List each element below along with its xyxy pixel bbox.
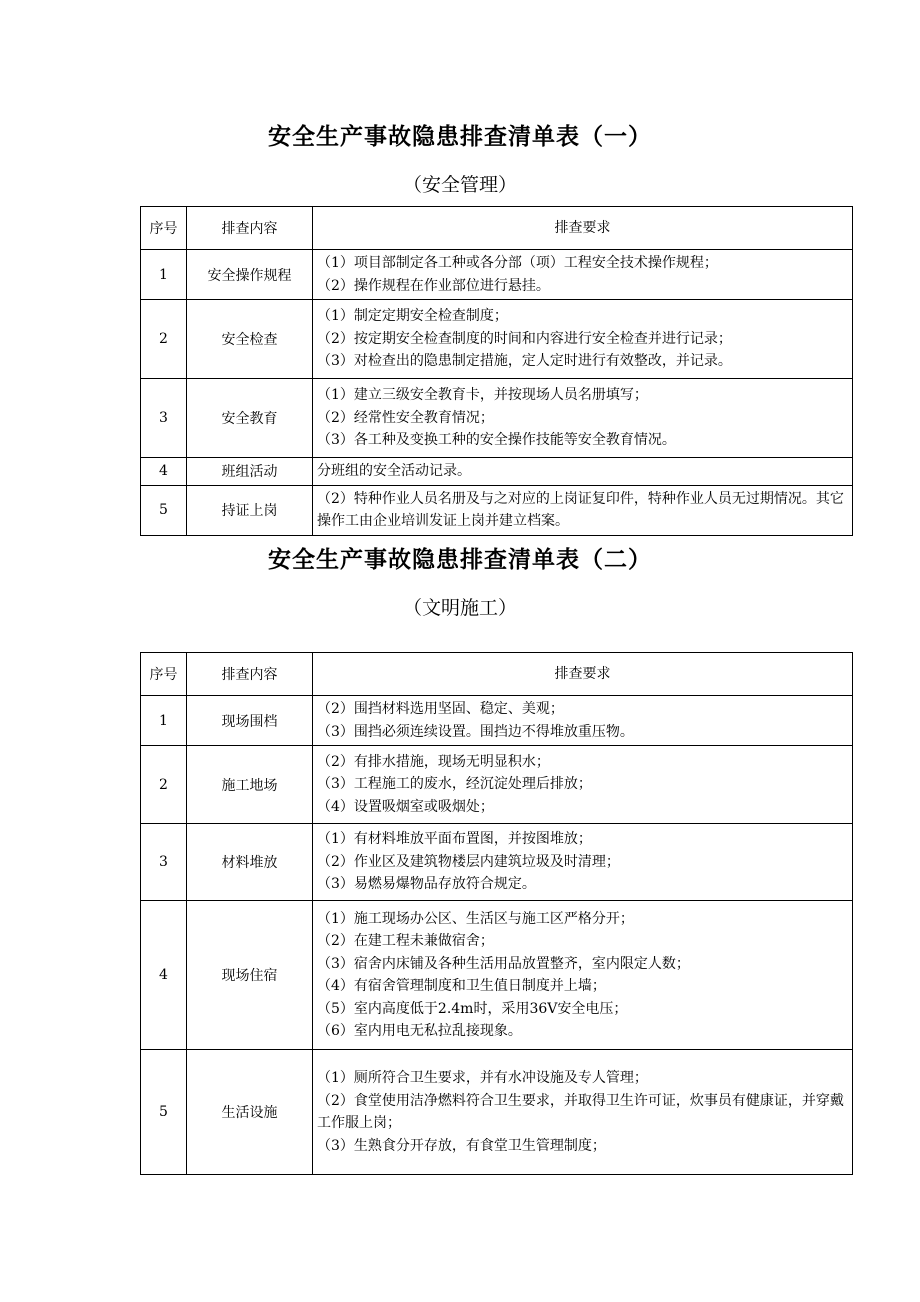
row-item: 安全操作规程 (187, 250, 313, 300)
table1-title: 安全生产事故隐患排查清单表（一） (268, 124, 652, 150)
req-line: （2）操作规程在作业部位进行悬挂。 (317, 277, 550, 294)
req-line: （4）有宿舍管理制度和卫生值日制度并上墙； (317, 978, 606, 994)
table-row (141, 696, 853, 746)
req-line: （1）施工现场办公区、生活区与施工区严格分开； (317, 910, 634, 927)
row-item: 安全检查 (187, 300, 313, 379)
row-no: 2 (141, 300, 187, 379)
req-line: （6）室内用电无私拉乱接现象。 (317, 1023, 522, 1039)
row-item: 班组活动 (187, 458, 313, 486)
row-item: 现场住宿 (187, 901, 313, 1050)
table-row (141, 458, 853, 486)
row-reqs (313, 696, 853, 746)
req-line: （2）特种作业人员名册及与之对应的上岗证复印件，特种作业人员无过期情况。其它操作工由企业培训发证上岗并建立档案。 (317, 490, 844, 529)
row-no: 1 (141, 696, 187, 746)
table-row (141, 824, 853, 901)
checklist-table-1 (140, 206, 853, 536)
table-row (141, 485, 853, 535)
header-no: 序号 (141, 653, 187, 696)
req-line: （3）生熟食分开存放，有食堂卫生管理制度； (317, 1137, 606, 1154)
table-row (141, 1050, 853, 1175)
header-req: 排查要求 (313, 207, 853, 250)
row-item: 材料堆放 (187, 824, 313, 901)
row-reqs (313, 379, 853, 458)
row-item: 现场围档 (187, 696, 313, 746)
table2-subtitle: （文明施工） (402, 597, 517, 619)
row-no: 5 (141, 1050, 187, 1175)
row-reqs (313, 458, 853, 486)
table-header-row (141, 653, 853, 696)
req-line: （3）对检查出的隐患制定措施，定人定时进行有效整改，并记录。 (317, 353, 732, 370)
row-no: 3 (141, 824, 187, 901)
row-no: 4 (141, 458, 187, 486)
table-row (141, 300, 853, 379)
header-item: 排查内容 (187, 653, 313, 696)
req-line: （1）项目部制定各工种或各分部（项）工程安全技术操作规程； (317, 255, 718, 271)
row-item: 生活设施 (187, 1050, 313, 1175)
req-line: （2）在建工程未兼做宿舍； (317, 933, 494, 949)
header-item: 排查内容 (187, 207, 313, 250)
req-line: （3）易燃易爆物品存放符合规定。 (317, 876, 536, 893)
req-line: （3）工程施工的废水，经沉淀处理后排放； (317, 776, 592, 793)
row-no: 4 (141, 901, 187, 1050)
table2-title: 安全生产事故隐患排查清单表（二） (268, 547, 652, 573)
row-reqs (313, 1050, 853, 1175)
req-line: 分班组的安全活动记录。 (317, 463, 471, 479)
req-line: （2）经常性安全教育情况； (317, 409, 494, 426)
req-line: （1）制定定期安全检查制度； (317, 308, 508, 325)
req-line: （4）设置吸烟室或吸烟处； (317, 798, 494, 815)
row-no: 3 (141, 379, 187, 458)
row-reqs (313, 746, 853, 824)
row-no: 1 (141, 250, 187, 300)
header-req: 排查要求 (313, 653, 853, 696)
req-line: （3）各工种及变换工种的安全操作技能等安全教育情况。 (317, 432, 676, 449)
table-row (141, 901, 853, 1050)
req-line: （3）围挡必须连续设置。围挡边不得堆放重压物。 (317, 723, 634, 740)
table-row (141, 250, 853, 300)
header-no: 序号 (141, 207, 187, 250)
req-line: （2）食堂使用洁净燃料符合卫生要求，并取得卫生许可证，炊事员有健康证，并穿戴工作服上岗； (317, 1092, 844, 1131)
row-item: 安全教育 (187, 379, 313, 458)
req-line: （3）宿舍内床铺及各种生活用品放置整齐，室内限定人数； (317, 955, 690, 972)
row-reqs (313, 485, 853, 535)
row-no: 5 (141, 485, 187, 535)
req-line: （2）有排水措施，现场无明显积水； (317, 753, 550, 770)
table1-subtitle: （安全管理） (402, 174, 517, 196)
req-line: （1）建立三级安全教育卡，并按现场人员名册填写； (317, 387, 648, 404)
req-line: （1）有材料堆放平面布置图，并按图堆放； (317, 831, 592, 848)
row-no: 2 (141, 746, 187, 824)
row-item: 持证上岗 (187, 485, 313, 535)
req-line: （1）厕所符合卫生要求，并有水冲设施及专人管理； (317, 1070, 648, 1086)
table-row (141, 746, 853, 824)
table-row (141, 379, 853, 458)
req-line: （2）按定期安全检查制度的时间和内容进行安全检查并进行记录； (317, 330, 732, 347)
row-reqs (313, 300, 853, 379)
checklist-table-2 (140, 652, 853, 1175)
req-line: （2）围挡材料选用坚固、稳定、美观； (317, 701, 564, 717)
req-line: （5）室内高度低于2.4m时，采用36V安全电压； (317, 1000, 628, 1017)
row-reqs (313, 824, 853, 901)
row-item: 施工地场 (187, 746, 313, 824)
table-header-row (141, 207, 853, 250)
req-line: （2）作业区及建筑物楼层内建筑垃圾及时清理； (317, 853, 620, 870)
row-reqs (313, 901, 853, 1050)
row-reqs (313, 250, 853, 300)
